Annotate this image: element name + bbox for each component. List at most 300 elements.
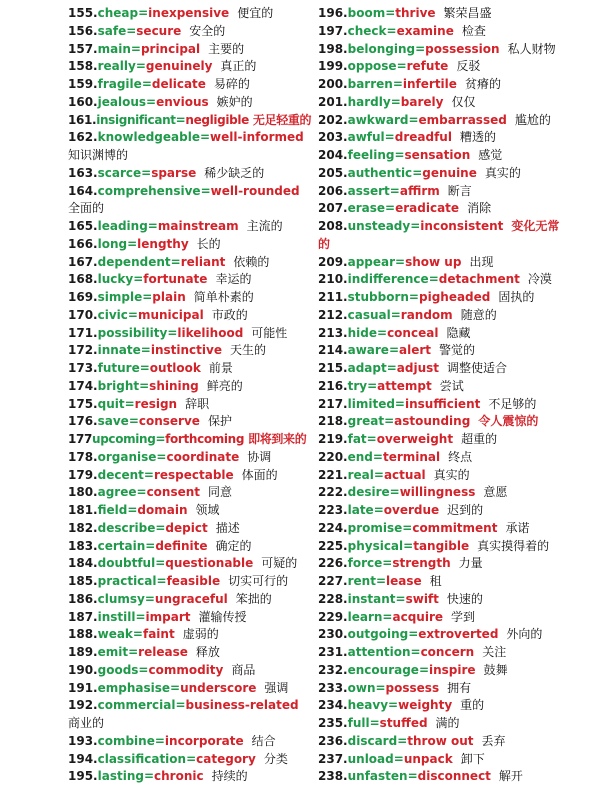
synonym: disconnect: [417, 769, 491, 784]
chinese-meaning: 出现: [469, 254, 494, 269]
synonym: unpack: [403, 751, 453, 766]
vocab-entry: [68, 23, 310, 41]
entry-number: 212.: [318, 307, 348, 322]
vocab-entry: [318, 449, 602, 467]
equals-sign: =: [396, 59, 407, 74]
headword: practical: [97, 574, 157, 588]
chinese-meaning: 鲜亮的: [206, 378, 243, 393]
entry-number: 189.: [68, 645, 98, 659]
synonym: questionable: [165, 556, 254, 571]
entry-number: 211.: [318, 290, 348, 304]
headword: adapt: [347, 361, 387, 375]
synonym: insufficient: [404, 396, 481, 411]
equals-sign: =: [410, 219, 421, 233]
headword: hardly: [347, 94, 391, 109]
headword: cheap: [97, 6, 139, 20]
equals-sign: =: [139, 361, 150, 375]
vocab-entry: [68, 129, 310, 165]
entry-number: 218.: [318, 414, 348, 429]
equals-sign: =: [394, 396, 405, 411]
entry-number: 176.: [68, 414, 98, 429]
synonym: commodity: [148, 662, 224, 677]
equals-sign: =: [124, 396, 135, 411]
vocab-entry: [68, 431, 310, 449]
synonym: well-informed: [210, 130, 304, 145]
synonym: willingness: [399, 485, 476, 500]
equals-sign: =: [126, 23, 137, 38]
vocab-entry: [68, 76, 310, 94]
vocab-entry: [68, 360, 310, 378]
equals-sign: =: [390, 94, 401, 109]
entry-number: 235.: [318, 716, 348, 730]
headword: learn: [347, 609, 383, 624]
entry-number: 185.: [68, 574, 98, 588]
headword: try: [347, 378, 368, 393]
chinese-meaning: 检查: [461, 23, 486, 38]
entry-number: 231.: [318, 645, 348, 659]
equals-sign: =: [141, 165, 152, 180]
vocab-entry: [68, 396, 310, 414]
chinese-meaning: 重的: [460, 698, 485, 713]
vocab-entry: [68, 733, 310, 751]
equals-sign: =: [392, 77, 403, 91]
right-column: [318, 5, 602, 786]
chinese-meaning: 外向的: [506, 627, 543, 642]
entry-number: 190.: [68, 662, 98, 677]
chinese-meaning: 力量: [458, 556, 483, 571]
synonym: detachment: [438, 272, 520, 287]
headword: indifference: [347, 272, 429, 287]
vocab-entry: [318, 41, 602, 59]
vocab-entry: [68, 520, 310, 538]
synonym: lease: [386, 574, 422, 588]
synonym: throw out: [407, 733, 474, 748]
chinese-meaning: 灌输传授: [198, 609, 247, 624]
synonym: depict: [165, 520, 208, 535]
chinese-meaning: 真正的: [220, 59, 257, 74]
vocab-entry: [318, 23, 602, 41]
entry-number: 191.: [68, 680, 98, 695]
entry-number: 229.: [318, 609, 348, 624]
headword: knowledgeable: [97, 130, 200, 145]
vocab-entry: [318, 378, 602, 396]
headword: oppose: [347, 59, 397, 74]
entry-number: 187.: [68, 609, 98, 624]
vocab-entry: [68, 573, 310, 591]
entry-number: 220.: [318, 449, 348, 464]
entry-number: 226.: [318, 556, 348, 571]
chinese-meaning: 商品: [231, 662, 256, 677]
entry-number: 186.: [68, 591, 98, 606]
chinese-meaning: 确定的: [215, 538, 252, 553]
synonym: incorporate: [164, 733, 244, 748]
headword: jealous: [97, 94, 147, 109]
vocab-entry: [318, 431, 602, 449]
synonym: inspire: [429, 662, 476, 677]
vocab-entry: [318, 289, 602, 307]
headword: certain: [97, 538, 146, 553]
equals-sign: =: [138, 662, 149, 677]
chinese-meaning: 商业的: [68, 716, 105, 730]
equals-sign: =: [418, 662, 429, 677]
synonym: shining: [149, 378, 199, 393]
equals-sign: =: [395, 591, 406, 606]
vocab-entry: [68, 680, 310, 698]
synonym: impart: [145, 609, 191, 624]
entry-number: 193.: [68, 733, 98, 748]
entry-number: 155.: [68, 6, 98, 20]
equals-sign: =: [156, 449, 167, 464]
chinese-meaning: 真实的: [433, 467, 470, 482]
synonym: plain: [152, 290, 186, 304]
chinese-meaning: 无足轻重的: [252, 112, 312, 127]
chinese-meaning: 可能性: [251, 325, 288, 340]
equals-sign: =: [408, 627, 419, 642]
chinese-meaning: 调整使适合: [447, 361, 508, 375]
equals-sign: =: [395, 254, 406, 269]
entry-number: 223.: [318, 503, 348, 517]
chinese-meaning: 易碎的: [213, 77, 250, 91]
headword: goods: [97, 662, 139, 677]
vocab-entry: [318, 112, 602, 130]
entry-number: 171.: [68, 325, 98, 340]
equals-sign: =: [135, 59, 146, 74]
synonym: swift: [405, 591, 439, 606]
entry-number: 207.: [318, 201, 348, 216]
headword: main: [97, 41, 131, 56]
chinese-meaning: 断言: [447, 183, 472, 198]
synonym: municipal: [137, 307, 204, 322]
equals-sign: =: [128, 414, 139, 429]
equals-sign: =: [141, 77, 152, 91]
entry-number: 233.: [318, 680, 348, 695]
chinese-meaning: 主要的: [208, 41, 245, 56]
entry-number: 228.: [318, 591, 348, 606]
entry-number: 163.: [68, 165, 98, 180]
synonym: reliant: [180, 254, 226, 269]
entry-number: 166.: [68, 236, 98, 251]
synonym: thrive: [395, 6, 436, 20]
vocab-entry: [318, 5, 602, 23]
vocab-entry: [318, 360, 602, 378]
synonym: negligible: [185, 112, 249, 127]
synonym: definite: [155, 538, 208, 553]
equals-sign: =: [382, 556, 393, 571]
synonym: concern: [420, 645, 475, 659]
equals-sign: =: [372, 449, 383, 464]
equals-sign: =: [127, 307, 138, 322]
equals-sign: =: [388, 343, 400, 358]
equals-sign: =: [369, 716, 380, 730]
vocab-entry: [318, 396, 602, 414]
chinese-meaning: 拥有: [447, 680, 472, 695]
chinese-meaning: 领域: [195, 503, 220, 517]
equals-sign: =: [412, 165, 423, 180]
synonym: category: [196, 751, 256, 766]
vocab-entry: [68, 662, 310, 680]
chinese-meaning: 警觉的: [439, 343, 476, 358]
entry-number: 194.: [68, 751, 98, 766]
chinese-meaning: 长的: [196, 236, 221, 251]
vocab-entry: [318, 254, 602, 272]
headword: boom: [347, 6, 386, 20]
headword: rent: [347, 574, 376, 588]
headword: civic: [97, 307, 128, 322]
entry-number: 159.: [68, 77, 98, 91]
vocab-entry: [318, 467, 602, 485]
headword: unsteady: [347, 219, 411, 233]
synonym: lengthy: [137, 236, 189, 251]
equals-sign: =: [408, 290, 419, 304]
equals-sign: =: [373, 467, 384, 482]
headword: attention: [347, 645, 411, 659]
entry-number: 192.: [68, 698, 98, 713]
chinese-meaning: 解开: [498, 769, 523, 784]
entry-number: 164.: [68, 183, 98, 198]
equals-sign: =: [390, 307, 401, 322]
headword: own: [347, 680, 376, 695]
equals-sign: =: [145, 538, 156, 553]
chinese-meaning: 尝试: [439, 378, 464, 393]
headword: upcoming: [92, 432, 156, 446]
synonym: sensation: [404, 148, 471, 162]
chinese-meaning: 描述: [215, 520, 240, 535]
chinese-meaning: 笨拙的: [235, 591, 272, 606]
headword: organise: [97, 449, 157, 464]
equals-sign: =: [377, 325, 388, 340]
chinese-meaning: 私人财物: [507, 41, 556, 56]
chinese-meaning: 贫瘠的: [464, 77, 501, 91]
headword: great: [347, 414, 385, 429]
headword: barren: [347, 77, 393, 91]
chinese-meaning: 丢弃: [481, 733, 506, 748]
equals-sign: =: [415, 41, 426, 56]
equals-sign: =: [407, 769, 418, 784]
synonym: eradicate: [395, 201, 460, 216]
equals-sign: =: [384, 130, 395, 145]
synonym: consent: [146, 485, 201, 500]
chinese-meaning: 关注: [482, 645, 507, 659]
equals-sign: =: [155, 520, 166, 535]
vocab-entry: [68, 502, 310, 520]
headword: safe: [97, 23, 127, 38]
vocab-entry: [68, 644, 310, 662]
vocab-entry: [318, 183, 602, 201]
vocab-entry: [318, 218, 602, 254]
synonym: possession: [425, 41, 500, 56]
chinese-meaning: 保护: [207, 414, 232, 429]
vocab-entry: [68, 413, 310, 431]
synonym: commitment: [412, 520, 498, 535]
synonym: strength: [392, 556, 451, 571]
equals-sign: =: [403, 538, 414, 553]
entry-number: 227.: [318, 574, 348, 588]
vocab-entry: [318, 751, 602, 769]
vocab-entry: [68, 289, 310, 307]
chinese-meaning: 依赖的: [233, 254, 270, 269]
vocab-entry: [68, 165, 310, 183]
vocab-entry: [68, 58, 310, 76]
headword: emit: [97, 645, 129, 659]
synonym: astounding: [394, 414, 471, 429]
chinese-meaning: 感觉: [478, 148, 503, 162]
entry-number: 170.: [68, 307, 98, 322]
equals-sign: =: [397, 733, 408, 748]
equals-sign: =: [144, 591, 155, 606]
vocab-entry: [68, 484, 310, 502]
vocab-entry: [318, 165, 602, 183]
headword: dependent: [97, 254, 171, 269]
entry-number: 232.: [318, 662, 348, 677]
synonym: business-related: [185, 698, 299, 713]
entry-number: 181.: [68, 503, 98, 517]
headword: force: [347, 556, 383, 571]
vocab-entry: [68, 254, 310, 272]
entry-number: 177: [68, 432, 92, 446]
headword: bright: [97, 378, 140, 393]
headword: unfasten: [347, 769, 408, 784]
headword: discard: [347, 733, 398, 748]
synonym: genuine: [422, 165, 477, 180]
chinese-meaning: 鼓舞: [483, 662, 508, 677]
synonym: actual: [383, 467, 426, 482]
equals-sign: =: [136, 485, 147, 500]
synonym: tangible: [413, 538, 470, 553]
synonym: well-rounded: [210, 183, 300, 198]
synonym: possess: [385, 680, 440, 695]
synonym: sparse: [151, 165, 197, 180]
entry-number: 178.: [68, 449, 98, 464]
entry-number: 184.: [68, 556, 98, 571]
entry-number: 160.: [68, 94, 98, 109]
vocab-entry: [68, 697, 310, 733]
headword: promise: [347, 520, 403, 535]
chinese-meaning: 嫉妒的: [216, 94, 253, 109]
equals-sign: =: [428, 272, 439, 287]
vocab-entry: [68, 751, 310, 769]
headword: instant: [347, 591, 396, 606]
entry-number: 158.: [68, 59, 98, 74]
vocab-entry: [318, 662, 602, 680]
headword: erase: [347, 201, 386, 216]
equals-sign: =: [408, 112, 419, 127]
entry-number: 222.: [318, 485, 348, 500]
synonym: weighty: [398, 698, 453, 713]
chinese-meaning: 稀少缺乏的: [204, 165, 265, 180]
vocab-entry: [68, 555, 310, 573]
vocab-entry: [318, 680, 602, 698]
chinese-meaning: 可疑的: [261, 556, 298, 571]
chinese-meaning: 快速的: [446, 591, 483, 606]
equals-sign: =: [135, 609, 146, 624]
chinese-meaning: 强调: [264, 680, 289, 695]
synonym: release: [138, 645, 188, 659]
entry-number: 199.: [318, 59, 348, 74]
headword: long: [97, 236, 128, 251]
synonym: dreadful: [394, 130, 452, 145]
chinese-meaning: 真实摸得着的: [477, 538, 550, 553]
synonym: envious: [156, 94, 209, 109]
chinese-meaning: 知识渊博的: [68, 148, 129, 162]
synonym: fortunate: [143, 272, 208, 287]
headword: encourage: [347, 662, 419, 677]
equals-sign: =: [175, 112, 186, 127]
vocab-entry: [68, 94, 310, 112]
entry-number: 169.: [68, 290, 98, 304]
synonym: overdue: [383, 503, 440, 517]
chinese-meaning: 隐藏: [446, 325, 471, 340]
chinese-meaning: 幸运的: [215, 272, 252, 287]
vocab-entry: [318, 413, 602, 431]
headword: emphasise: [97, 680, 171, 695]
entry-number: 173.: [68, 361, 98, 375]
entry-number: 219.: [318, 432, 348, 446]
synonym: chronic: [154, 769, 204, 784]
chinese-meaning: 糟透的: [459, 130, 496, 145]
equals-sign: =: [127, 503, 138, 517]
vocab-entry: [68, 183, 310, 219]
entry-number: 210.: [318, 272, 348, 287]
synonym: examine: [396, 23, 454, 38]
synonym: show up: [405, 254, 462, 269]
chinese-meaning: 协调: [247, 449, 272, 464]
chinese-meaning: 尴尬的: [514, 112, 551, 127]
vocab-entry: [318, 644, 602, 662]
headword: appear: [347, 254, 396, 269]
equals-sign: =: [389, 485, 400, 500]
vocab-entry: [68, 236, 310, 254]
entry-number: 217.: [318, 396, 348, 411]
headword: fragile: [97, 77, 142, 91]
equals-sign: =: [410, 645, 421, 659]
entry-number: 221.: [318, 467, 348, 482]
entry-number: 200.: [318, 77, 348, 91]
headword: classification: [97, 751, 187, 766]
entry-number: 203.: [318, 130, 348, 145]
synonym: inexpensive: [148, 6, 230, 20]
entry-number: 195.: [68, 769, 98, 784]
vocab-entry: [68, 325, 310, 343]
synonym: alert: [399, 343, 432, 358]
headword: describe: [97, 520, 156, 535]
equals-sign: =: [382, 609, 393, 624]
entry-number: 205.: [318, 165, 348, 180]
synonym: barely: [400, 94, 444, 109]
left-column: [68, 5, 310, 786]
vocab-entry: [318, 200, 602, 218]
entry-number: 188.: [68, 627, 98, 642]
equals-sign: =: [155, 432, 166, 446]
synonym: terminal: [382, 449, 441, 464]
synonym: resign: [134, 396, 178, 411]
headword: doubtful: [97, 556, 156, 571]
headword: really: [97, 59, 136, 74]
chinese-meaning: 固执的: [498, 290, 535, 304]
equals-sign: =: [139, 378, 150, 393]
synonym: instinctive: [150, 343, 222, 358]
chinese-meaning: 繁荣昌盛: [443, 6, 492, 20]
chinese-meaning: 主流的: [246, 219, 283, 233]
chinese-meaning: 变化无常: [511, 219, 560, 233]
equals-sign: =: [143, 769, 155, 784]
chinese-meaning: 切实可行的: [228, 574, 289, 588]
vocab-entry: [318, 733, 602, 751]
headword: clumsy: [97, 591, 145, 606]
entry-number: 202.: [318, 112, 348, 127]
synonym: mainstream: [157, 219, 239, 233]
vocab-entry: [318, 342, 602, 360]
headword: future: [97, 361, 140, 375]
